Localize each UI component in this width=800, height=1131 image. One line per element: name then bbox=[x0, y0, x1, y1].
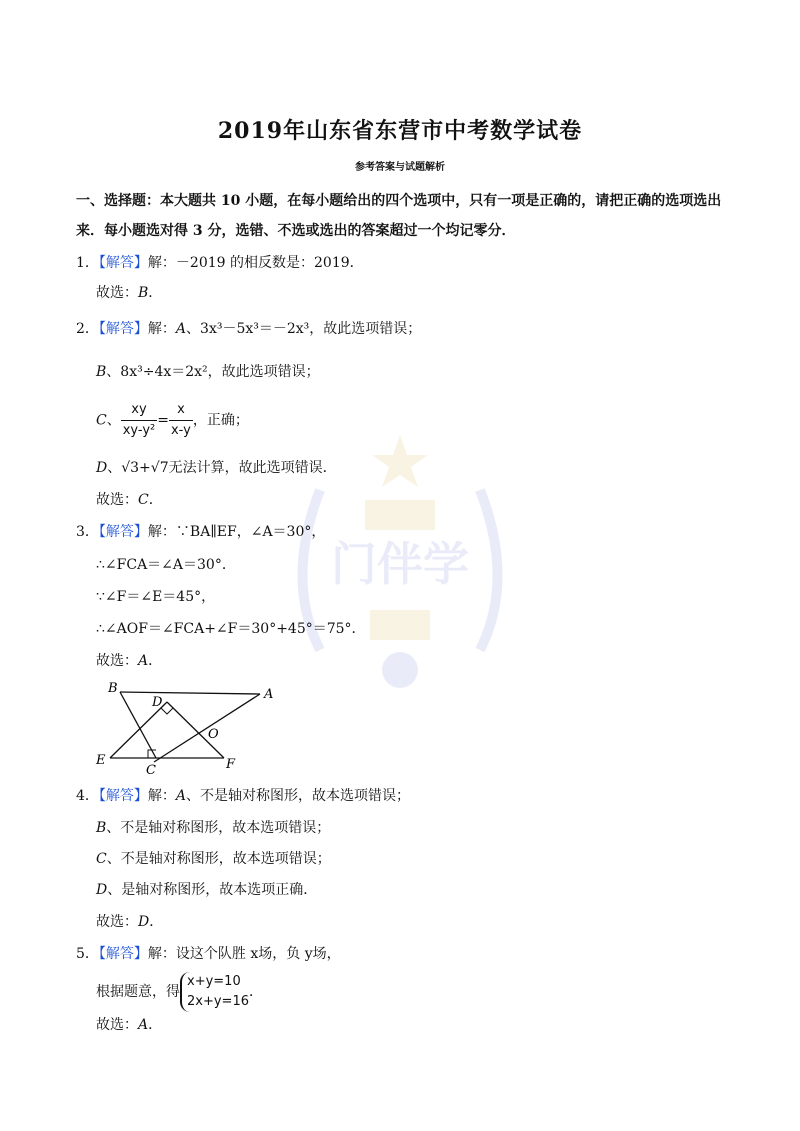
segment-ed bbox=[110, 702, 167, 758]
figure-label-b: B bbox=[108, 681, 118, 696]
q5-line-1: 5．【解答】解：设这个队胜 x场，负 y场， bbox=[76, 946, 341, 962]
q5-answer-choice: A bbox=[138, 1017, 149, 1033]
q3-answer: 故选：A． bbox=[96, 653, 163, 669]
section-heading bbox=[76, 186, 736, 246]
q3-line-1: 3．【解答】解：∵BA∥EF，∠A＝30°， bbox=[76, 524, 326, 540]
figure-label-a: A bbox=[264, 687, 274, 702]
page-title: 2019年山东省东营市中考数学试卷 bbox=[217, 118, 583, 144]
q3-line-3: ∵∠F＝∠E＝45°， bbox=[96, 589, 216, 605]
q2-fraction-right: $\frac{x}{x-y}$ bbox=[170, 402, 191, 438]
watermark-text: 门伴学 bbox=[331, 537, 469, 591]
q2-line-b: B、8x³÷4x＝2x²，故此选项错误； bbox=[96, 364, 320, 380]
q1-answer-tag: 【解答】 bbox=[98, 255, 148, 271]
section-heading-line1: 一、选择题：本大题共 10 小题，在每小题给出的四个选项中，只有一项是正确的，请把正确的选项选出 bbox=[76, 193, 722, 209]
figure-label-f: F bbox=[226, 757, 236, 772]
segment-ba bbox=[120, 692, 260, 694]
q2-line-c: C、 $\frac{xy}{\text{xy-y²}}$ = $\frac{x}{x-y}$ ，正确； bbox=[96, 400, 249, 441]
q3-answer-tag: 【解答】 bbox=[98, 524, 148, 540]
q2-answer-tag: 【解答】 bbox=[98, 321, 148, 337]
segment-bc bbox=[120, 692, 156, 758]
q1-answer-choice: B bbox=[138, 285, 149, 301]
section-heading-line2: 来．每小题选对得 3 分，选错、不选或选出的答案超过一个均记零分． bbox=[76, 223, 516, 239]
q3-line-2: ∴∠FCA＝∠A＝30°． bbox=[96, 557, 236, 573]
q4-line-c: C、不是轴对称图形，故本选项错误； bbox=[96, 851, 331, 867]
q2-line-a: 2．【解答】解：A、3x³－5x³＝－2x³，故此选项错误； bbox=[76, 321, 422, 337]
q2-fraction-left: $\frac{xy}{\text{xy-y²}}$ bbox=[122, 402, 156, 438]
q2-answer-choice: C bbox=[138, 492, 149, 508]
q5-answer-tag: 【解答】 bbox=[98, 946, 148, 962]
q5-answer: 故选：A． bbox=[96, 1017, 163, 1033]
q3-geometry-figure bbox=[92, 678, 292, 778]
q2-option-d-text: 、√3+√7无法计算，故此选项错误． bbox=[107, 460, 337, 476]
figure-label-e: E bbox=[96, 753, 106, 768]
q4-line-b: B、不是轴对称图形，故本选项错误； bbox=[96, 820, 331, 836]
figure-label-o: O bbox=[208, 727, 219, 742]
q4-answer-choice: D bbox=[138, 914, 150, 930]
q4-answer-tag: 【解答】 bbox=[98, 788, 148, 804]
right-angle-mark-d bbox=[161, 708, 173, 714]
q4-line-d: D、是轴对称图形，故本选项正确． bbox=[96, 882, 318, 898]
q1-answer: 故选：B． bbox=[96, 285, 163, 301]
q1-line bbox=[76, 253, 364, 273]
q4-answer: 故选：D． bbox=[96, 914, 164, 930]
page-subtitle: 参考答案与试题解析 bbox=[355, 162, 445, 173]
q2-option-b-text: 、8x³÷4x＝2x²，故此选项错误； bbox=[106, 364, 320, 380]
q2-line-d: D、√3+√7无法计算，故此选项错误． bbox=[96, 460, 337, 476]
figure-label-c: C bbox=[146, 763, 156, 778]
q3-line-4: ∴∠AOF＝∠FCA+∠F＝30°+45°＝75°． bbox=[96, 621, 366, 637]
q5-line-2: 根据题意，得 x+y=10 2x+y=16 ． bbox=[96, 972, 263, 1012]
q1-body: 解：－2019 的相反数是：2019． bbox=[147, 255, 364, 271]
q2-answer: 故选：C． bbox=[96, 492, 163, 508]
figure-label-d: D bbox=[152, 695, 163, 710]
q4-line-a: 4．【解答】解：A、不是轴对称图形，故本选项错误； bbox=[76, 788, 411, 804]
q2-option-a-text: 、3x³－5x³＝－2x³，故此选项错误； bbox=[186, 321, 422, 337]
q1-number: 1． bbox=[76, 255, 99, 271]
q5-equation-system: x+y=10 2x+y=16 bbox=[180, 972, 249, 1012]
q3-answer-choice: A bbox=[138, 653, 149, 669]
